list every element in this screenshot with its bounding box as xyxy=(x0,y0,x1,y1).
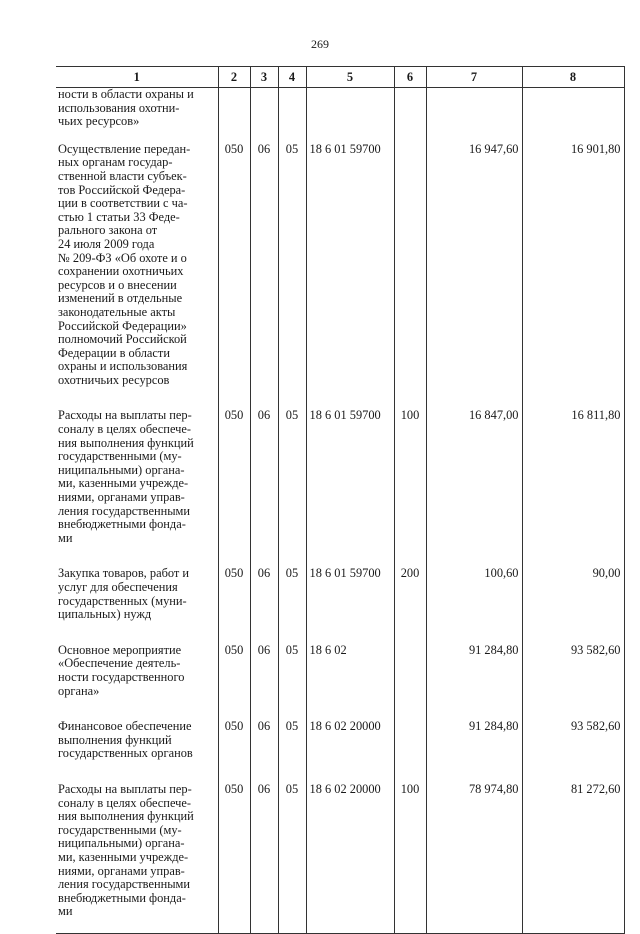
description-line: внебюджетными фонда- xyxy=(58,517,186,532)
cell-section: 06 xyxy=(250,567,278,643)
description-line: ми, казенными учрежде- xyxy=(58,849,189,864)
description-line: государственных органов xyxy=(58,746,193,761)
column-header: 4 xyxy=(278,67,306,88)
description-line: ния выполнения функций xyxy=(58,435,194,450)
description-line: ственной власти субъек- xyxy=(58,168,187,183)
description-line: соналу в целях обеспече- xyxy=(58,795,191,810)
description-line: ципальных) нужд xyxy=(58,607,152,622)
column-header: 6 xyxy=(394,67,426,88)
description-line: ми xyxy=(58,904,73,919)
cell-subsection: 05 xyxy=(278,783,306,933)
cell-amount-year2: 93 582,60 xyxy=(522,720,624,783)
description-line: ресурсов и о внесении xyxy=(58,277,177,292)
description-line: Федерации в области xyxy=(58,345,170,360)
description-line: органа» xyxy=(58,683,100,698)
description-line: ции в соответствии с ча- xyxy=(58,196,188,211)
description-line: Российской Федерации» xyxy=(58,318,187,333)
description-line: 24 июля 2009 года xyxy=(58,236,155,251)
description-line: государственными (му- xyxy=(58,822,182,837)
row-description xyxy=(56,567,218,643)
cell-expense-type xyxy=(394,88,426,143)
description-line: сохранении охотничьих xyxy=(58,264,184,279)
row-description xyxy=(56,783,218,933)
cell-admin-code: 050 xyxy=(218,644,250,720)
cell-target-code: 18 6 02 20000 xyxy=(306,720,394,783)
cell-amount-year1: 91 284,80 xyxy=(426,644,522,720)
table-row xyxy=(56,88,624,143)
cell-amount-year1: 78 974,80 xyxy=(426,783,522,933)
cell-subsection: 05 xyxy=(278,409,306,567)
row-description xyxy=(56,644,218,720)
cell-target-code: 18 6 01 59700 xyxy=(306,409,394,567)
description-line: ления государственными xyxy=(58,503,191,518)
description-line: соналу в целях обеспече- xyxy=(58,422,191,437)
cell-target-code: 18 6 01 59700 xyxy=(306,143,394,410)
description-line: тов Российской Федера- xyxy=(58,182,186,197)
description-line: внебюджетными фонда- xyxy=(58,890,186,905)
table-row xyxy=(56,143,624,410)
cell-target-code: 18 6 02 20000 xyxy=(306,783,394,933)
description-line: ных органам государ- xyxy=(58,155,173,170)
cell-amount-year1: 16 847,00 xyxy=(426,409,522,567)
cell-section: 06 xyxy=(250,644,278,720)
column-header: 1 xyxy=(56,67,218,88)
cell-expense-type xyxy=(394,644,426,720)
row-description xyxy=(56,143,218,410)
cell-amount-year2: 16 811,80 xyxy=(522,409,624,567)
budget-table xyxy=(56,66,625,934)
row-description xyxy=(56,88,218,143)
description-line: Осуществление передан- xyxy=(58,141,191,156)
row-description xyxy=(56,409,218,567)
cell-expense-type: 100 xyxy=(394,409,426,567)
description-line: стью 1 статьи 33 Феде- xyxy=(58,209,180,224)
cell-section: 06 xyxy=(250,143,278,410)
description-line: Расходы на выплаты пер- xyxy=(58,408,192,423)
description-line: ниями, органами управ- xyxy=(58,490,185,505)
cell-admin-code: 050 xyxy=(218,143,250,410)
cell-admin-code xyxy=(218,88,250,143)
column-header: 7 xyxy=(426,67,522,88)
table-row xyxy=(56,720,624,783)
description-line: ния выполнения функций xyxy=(58,809,194,824)
description-line: охотничьих ресурсов xyxy=(58,372,170,387)
description-line: изменений в отдельные xyxy=(58,291,183,306)
cell-amount-year1 xyxy=(426,88,522,143)
cell-target-code xyxy=(306,88,394,143)
description-line: ниципальными) органа- xyxy=(58,836,185,851)
description-line: № 209-ФЗ «Об охоте и о xyxy=(58,250,187,265)
cell-amount-year2: 90,00 xyxy=(522,567,624,643)
cell-admin-code: 050 xyxy=(218,409,250,567)
cell-expense-type: 200 xyxy=(394,567,426,643)
cell-subsection xyxy=(278,88,306,143)
cell-subsection: 05 xyxy=(278,644,306,720)
description-line: ности государственного xyxy=(58,669,185,684)
description-line: чьих ресурсов» xyxy=(58,114,140,129)
description-line: Расходы на выплаты пер- xyxy=(58,781,192,796)
column-header: 3 xyxy=(250,67,278,88)
cell-target-code: 18 6 01 59700 xyxy=(306,567,394,643)
description-line: ми xyxy=(58,530,73,545)
cell-target-code: 18 6 02 xyxy=(306,644,394,720)
cell-section xyxy=(250,88,278,143)
description-line: «Обеспечение деятель- xyxy=(58,656,181,671)
cell-section: 06 xyxy=(250,409,278,567)
cell-subsection: 05 xyxy=(278,720,306,783)
table-row xyxy=(56,409,624,567)
description-line: ности в области охраны и xyxy=(58,87,194,101)
cell-admin-code: 050 xyxy=(218,720,250,783)
cell-amount-year1: 100,60 xyxy=(426,567,522,643)
cell-amount-year1: 91 284,80 xyxy=(426,720,522,783)
cell-amount-year1: 16 947,60 xyxy=(426,143,522,410)
cell-amount-year2: 81 272,60 xyxy=(522,783,624,933)
cell-subsection: 05 xyxy=(278,143,306,410)
description-line: услуг для обеспечения xyxy=(58,580,178,594)
description-line: законодательные акты xyxy=(58,304,176,319)
description-line: Основное мероприятие xyxy=(58,642,182,657)
description-line: ления государственными xyxy=(58,877,191,892)
table-header-row xyxy=(56,67,624,88)
table-row xyxy=(56,644,624,720)
description-line: ми, казенными учрежде- xyxy=(58,476,189,491)
cell-expense-type: 100 xyxy=(394,783,426,933)
description-line: охраны и использования xyxy=(58,359,188,374)
cell-expense-type xyxy=(394,143,426,410)
column-header: 8 xyxy=(522,67,624,88)
cell-amount-year2: 16 901,80 xyxy=(522,143,624,410)
row-description xyxy=(56,720,218,783)
description-line: государственных (муни- xyxy=(58,593,187,608)
description-line: ниями, органами управ- xyxy=(58,863,185,878)
cell-admin-code: 050 xyxy=(218,783,250,933)
description-line: рального закона от xyxy=(58,223,158,238)
cell-subsection: 05 xyxy=(278,567,306,643)
cell-section: 06 xyxy=(250,720,278,783)
page-number: 269 xyxy=(311,37,329,51)
cell-expense-type xyxy=(394,720,426,783)
cell-amount-year2: 93 582,60 xyxy=(522,644,624,720)
description-line: Финансовое обеспечение xyxy=(58,719,192,734)
column-header: 5 xyxy=(306,67,394,88)
description-line: использования охотни- xyxy=(58,100,180,115)
description-line: полномочий Российской xyxy=(58,332,187,347)
description-line: Закупка товаров, работ и xyxy=(58,566,190,581)
table-row xyxy=(56,567,624,643)
description-line: ниципальными) органа- xyxy=(58,462,185,477)
description-line: выполнения функций xyxy=(58,732,172,747)
description-line: государственными (му- xyxy=(58,449,182,464)
cell-amount-year2 xyxy=(522,88,624,143)
column-header: 2 xyxy=(218,67,250,88)
cell-admin-code: 050 xyxy=(218,567,250,643)
table-row xyxy=(56,783,624,933)
cell-section: 06 xyxy=(250,783,278,933)
